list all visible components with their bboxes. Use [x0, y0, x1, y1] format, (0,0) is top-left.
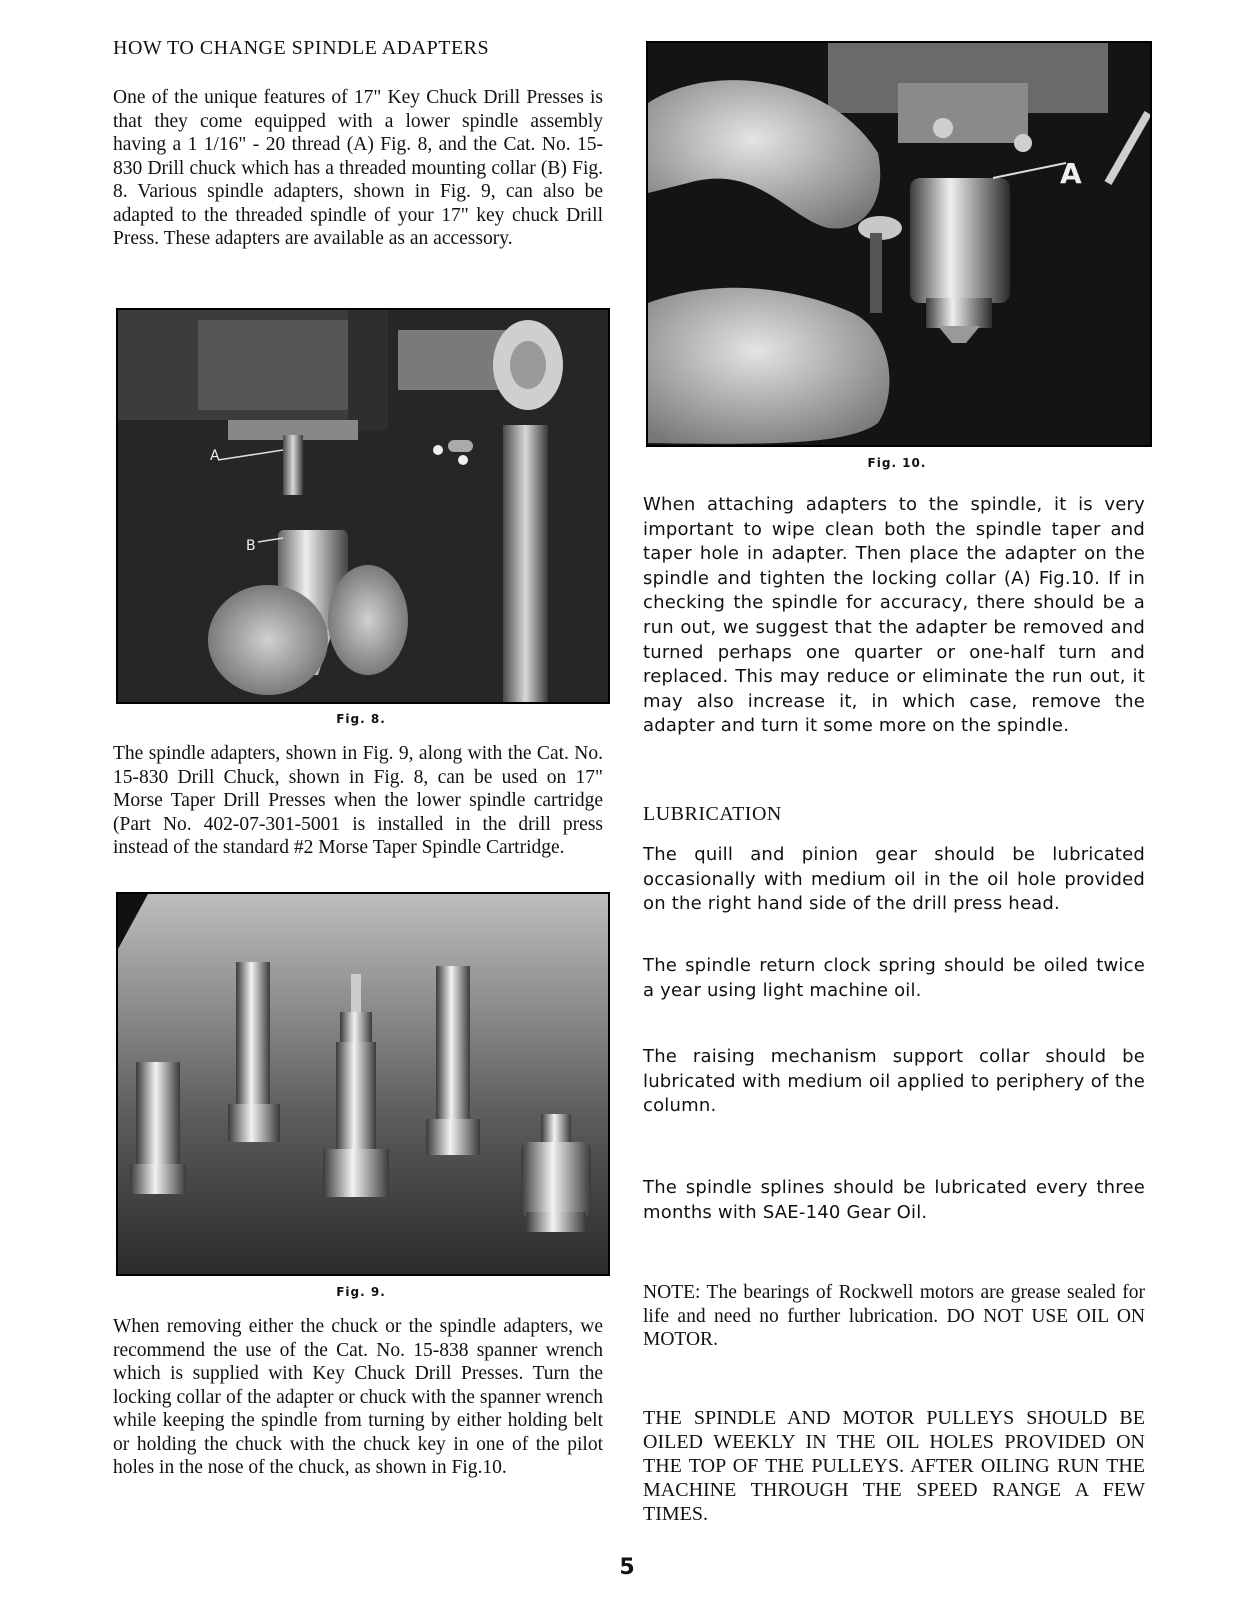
fig8-callout-b: B	[246, 538, 256, 554]
adapters-paragraph: The spindle adapters, shown in Fig. 9, along with the Cat. No. 15-830 Drill Chuck, shown in Fig. 8, can be used on 17" Morse Taper Drill Presses when the lower spindle cartridge (Part No. 402-07-301-5001 is installed in the drill press instead of the standard #2 Morse Taper Spindle Cartridge.	[113, 743, 603, 858]
lubrication-clock-spring-paragraph: The spindle return clock spring should be oiled twice a year using light machine oil.	[643, 955, 1145, 1001]
section-heading-lubrication: LUBRICATION	[643, 803, 782, 825]
removing-paragraph: When removing either the chuck or the spindle adapters, we recommend the use of the Cat. No. 15-838 spanner wrench which is supplied with Key Chuck Drill Presses. Turn the locking collar of the adapter or chuck with the spanner wrench while keeping the spindle from turning by either holding belt or holding the chuck with the chuck key in one of the pilot holes in the nose of the chuck, as shown in Fig.10.	[113, 1316, 603, 1478]
lubrication-support-collar-paragraph: The raising mechanism support collar should be lubricated with medium oil applied to periphery of the column.	[643, 1046, 1145, 1117]
page-number: 5	[619, 1555, 635, 1580]
fig8-drill-chuck-illustration	[118, 310, 608, 702]
fig10-callout-a: A	[1060, 157, 1082, 190]
attaching-paragraph: When attaching adapters to the spindle, it is very important to wipe clean both the spindle taper and taper hole in adapter. Then place the adapter on the spindle and tighten the locking collar (A) Fig.10. If in checking the spindle for accuracy, there should be a run out, we suggest that the adapter be removed and turned perhaps one quarter or one-half turn and replaced. This may reduce or eliminate the run out, it may also increase it, in which case, remove the adapter and turn it some more on the spindle.	[643, 494, 1145, 737]
fig8-caption: Fig. 8.	[336, 712, 386, 726]
fig10-chuck-key-illustration	[648, 43, 1150, 445]
fig9-caption: Fig. 9.	[336, 1285, 386, 1299]
section-heading-spindle-adapters: HOW TO CHANGE SPINDLE ADAPTERS	[113, 37, 490, 59]
pulleys-paragraph: THE SPINDLE AND MOTOR PULLEYS SHOULD BE OILED WEEKLY IN THE OIL HOLES PROVIDED ON THE TOP OF THE PULLEYS. AFTER OILING RUN THE MACHINE THROUGH THE SPEED RANGE A FEW TIMES.	[643, 1407, 1145, 1525]
intro-paragraph: One of the unique features of 17" Key Chuck Drill Presses is that they come equipped with a lower spindle assembly having a 1 1/16" - 20 thread (A) Fig. 8, and the Cat. No. 15-830 Drill chuck which has a threaded mounting collar (B) Fig. 8. Various spindle adapters, shown in Fig. 9, can also be adapted to the threaded spindle of your 17" key chuck Drill Press. These adapters are available as an accessory.	[113, 87, 603, 249]
lubrication-splines-paragraph: The spindle splines should be lubricated every three months with SAE-140 Gear Oil.	[643, 1177, 1145, 1223]
fig9-spindle-adapters-illustration	[118, 894, 608, 1274]
lubrication-quill-paragraph: The quill and pinion gear should be lubricated occasionally with medium oil in the oil hole provided on the right hand side of the drill press head.	[643, 844, 1145, 915]
fig10-photo	[646, 41, 1152, 447]
fig10-caption: Fig. 10.	[867, 456, 927, 470]
fig8-callout-a: A	[210, 448, 220, 464]
fig8-photo	[116, 308, 610, 704]
motor-note-paragraph: NOTE: The bearings of Rockwell motors are grease sealed for life and need no further lubrication. DO NOT USE OIL ON MOTOR.	[643, 1282, 1145, 1350]
fig9-photo	[116, 892, 610, 1276]
